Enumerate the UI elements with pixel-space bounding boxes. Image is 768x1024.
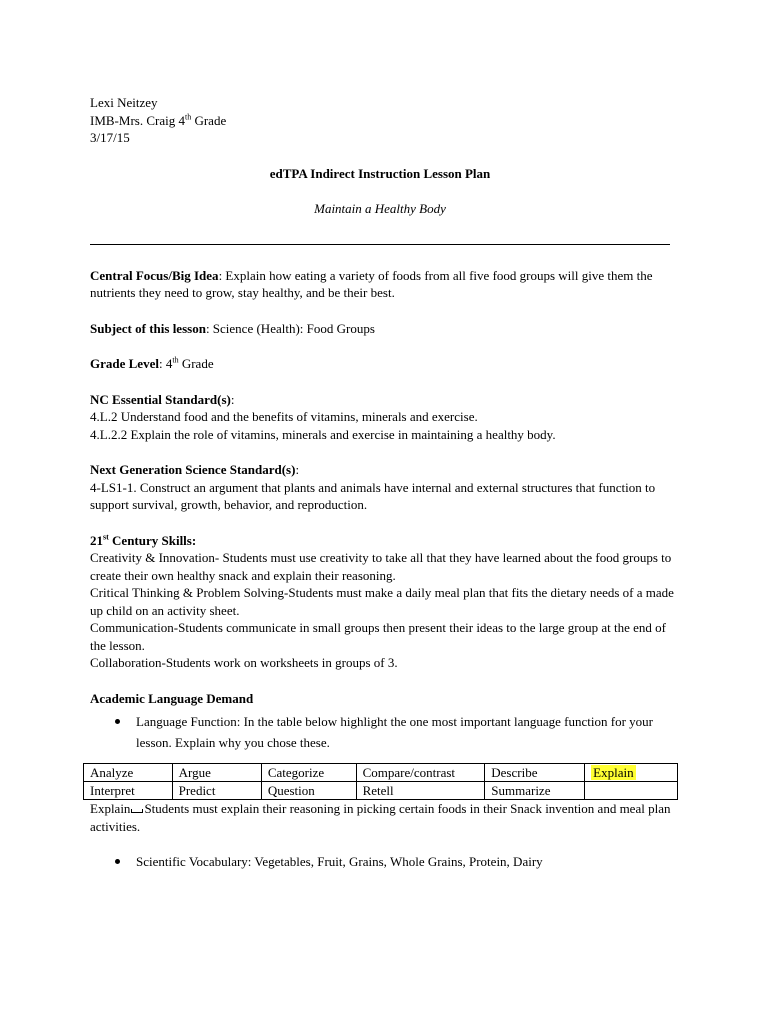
class-line: IMB-Mrs. Craig 4th Grade: [90, 112, 227, 128]
table-cell-text: Retell: [362, 783, 394, 798]
grade-level-label: Grade Level: [90, 356, 159, 371]
skill-item: Communication-Students communicate in small groups then present their ideas to the large group at the end of the lesson.: [90, 620, 666, 653]
grade-level-section: Grade Level: 4th Grade: [90, 355, 214, 371]
explain-paragraph: Explain Students must explain their reasoning in picking certain foods in their Snack invention and meal plan activities.: [90, 801, 671, 834]
table-cell-text: Describe: [491, 765, 538, 780]
nc-standards-section: NC Essential Standard(s): 4.L.2 Understand food and the benefits of vitamins, minerals and exercise. 4.L.2.2 Explain the role of vitamins, minerals and exercise in maintaining a healthy body.: [90, 391, 680, 444]
divider: [90, 244, 670, 245]
academic-language-section: [90, 690, 680, 873]
author-name: Lexi Neitzey: [90, 95, 158, 110]
bullet-icon: [115, 719, 120, 724]
central-focus-section: [90, 267, 680, 302]
table-cell-text: Question: [267, 783, 315, 798]
skill-item: Collaboration-Students work on worksheets in groups of 3.: [90, 655, 398, 670]
document-body: [90, 94, 680, 872]
date-line: 3/17/15: [90, 130, 130, 145]
table-cell: [356, 782, 485, 800]
header-block: [90, 94, 680, 147]
bullet-icon: [115, 859, 120, 864]
nc-standard-item: 4.L.2 Understand food and the benefits of vitamins, minerals and exercise.: [90, 409, 478, 424]
language-function-table: [83, 763, 678, 800]
ngss-label: Next Generation Science Standard(s): [90, 462, 296, 477]
table-cell: [172, 764, 261, 782]
subject-label: Subject of this lesson: [90, 320, 206, 336]
skill-item: Critical Thinking & Problem Solving-Students must make a daily meal plan that fits the dietary needs of a made up child on an activity sheet.: [90, 585, 674, 618]
ngss-text: 4-LS1-1. Construct an argument that plants and animals have internal and external structures that function to support survival, growth, behavior, and reproduction.: [90, 479, 656, 512]
table-cell: [585, 782, 678, 800]
table-cell-text: Interpret: [90, 783, 135, 798]
central-focus-text: : Explain how eating a variety of foods from all five food groups will give them the nutrients they need to grow, stay healthy, and be their best.: [90, 267, 653, 300]
table-cell-text: Categorize: [267, 765, 325, 780]
highlighted-function: Explain: [593, 765, 634, 780]
table-row: [84, 764, 678, 782]
table-cell: [485, 764, 585, 782]
table-cell-text: Summarize: [491, 783, 551, 798]
field-mark-icon: [131, 809, 143, 813]
list-item: Scientific Vocabulary: Vegetables, Fruit, Grains, Whole Grains, Protein, Dairy: [90, 851, 680, 872]
nc-standard-item: 4.L.2.2 Explain the role of vitamins, minerals and exercise in maintaining a healthy body.: [90, 426, 556, 442]
subject-section: [90, 320, 680, 338]
table-cell: [172, 782, 261, 800]
table-cell-text: Compare/contrast: [362, 765, 456, 780]
table-cell: [585, 764, 678, 782]
skills-label: 21st Century Skills:: [90, 532, 197, 548]
table-cell: [261, 764, 356, 782]
page-title: edTPA Indirect Instruction Lesson Plan: [269, 165, 491, 181]
nc-standards-label: NC Essential Standard(s): [90, 391, 231, 407]
central-focus-label: Central Focus/Big Idea: [90, 267, 219, 283]
vocabulary-list: [90, 851, 680, 872]
language-function-list: [90, 711, 680, 753]
ngss-section: Next Generation Science Standard(s): 4-LS1-1. Construct an argument that plants and animals have internal and external structures that function to support survival, growth, behavior, and reproduction.: [90, 461, 680, 514]
table-row: [84, 782, 678, 800]
table-cell: [84, 764, 173, 782]
table-cell: [261, 782, 356, 800]
table-cell-text: Predict: [178, 783, 216, 798]
page-subtitle: Maintain a Healthy Body: [314, 201, 446, 216]
subject-text: : Science (Health): Food Groups: [205, 320, 375, 336]
list-item: Language Function: In the table below highlight the one most important language function for your lesson. Explain why you chose these.: [90, 711, 680, 753]
table-cell: [485, 782, 585, 800]
table-cell-text: Analyze: [90, 765, 134, 780]
table-cell-text: Argue: [178, 765, 211, 780]
table-cell: [356, 764, 485, 782]
academic-language-label: Academic Language Demand: [90, 690, 254, 706]
skills-section: [90, 532, 680, 672]
skill-item: Creativity & Innovation- Students must use creativity to take all that they have learned about the food groups to create their own healthy snack and explain their reasoning.: [90, 550, 672, 583]
table-cell: [84, 782, 173, 800]
